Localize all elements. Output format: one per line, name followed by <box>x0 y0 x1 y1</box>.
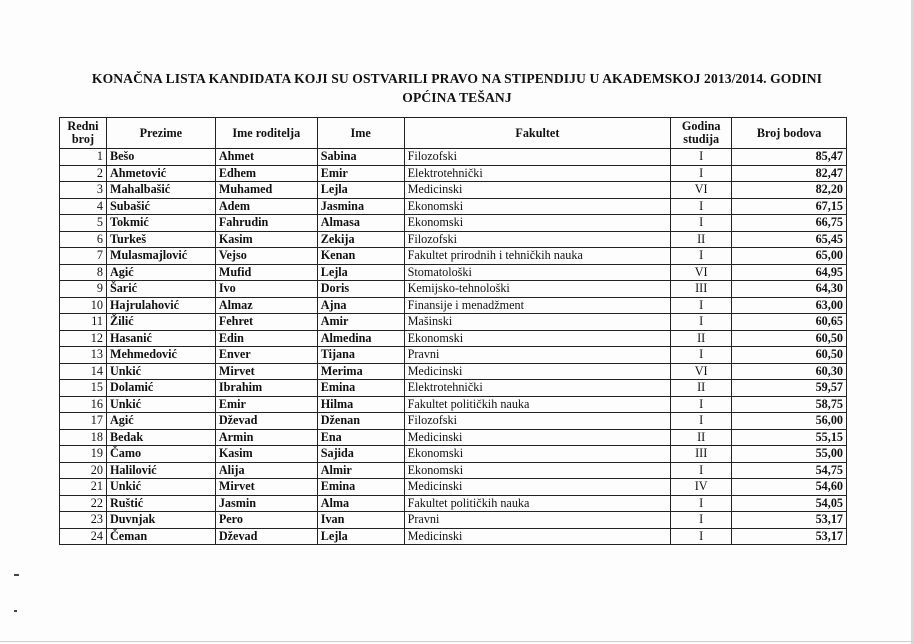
cell-ime: Ajna <box>317 297 404 314</box>
cell-fakultet: Elektrotehnički <box>404 165 671 182</box>
table-row <box>60 248 847 265</box>
cell-ime: Hilma <box>317 396 404 413</box>
table-row <box>60 495 847 512</box>
cell-godina-studija: I <box>671 165 732 182</box>
table-row <box>60 264 847 281</box>
cell-prezime: Bešo <box>106 149 215 166</box>
cell-broj-bodova: 58,75 <box>732 396 847 413</box>
table-header <box>60 118 847 149</box>
cell-fakultet: Elektrotehnički <box>404 380 671 397</box>
cell-prezime: Čamo <box>106 446 215 463</box>
cell-redni-broj: 2 <box>60 165 107 182</box>
table-row <box>60 215 847 232</box>
cell-prezime: Halilović <box>106 462 215 479</box>
cell-broj-bodova: 85,47 <box>732 149 847 166</box>
scan-mark <box>14 574 19 576</box>
table-row <box>60 429 847 446</box>
cell-godina-studija: I <box>671 248 732 265</box>
cell-prezime: Mahalbašić <box>106 182 215 199</box>
col-header-broj-bodova: Broj bodova <box>732 118 847 149</box>
cell-redni-broj: 20 <box>60 462 107 479</box>
cell-ime-roditelja: Almaz <box>215 297 317 314</box>
cell-ime: Zekija <box>317 231 404 248</box>
cell-ime-roditelja: Edin <box>215 330 317 347</box>
cell-fakultet: Fakultet političkih nauka <box>404 396 671 413</box>
cell-ime-roditelja: Pero <box>215 512 317 529</box>
cell-godina-studija: I <box>671 314 732 331</box>
cell-fakultet: Fakultet prirodnih i tehničkih nauka <box>404 248 671 265</box>
cell-redni-broj: 23 <box>60 512 107 529</box>
cell-fakultet: Stomatološki <box>404 264 671 281</box>
cell-ime: Lejla <box>317 264 404 281</box>
cell-fakultet: Fakultet političkih nauka <box>404 495 671 512</box>
cell-fakultet: Medicinski <box>404 429 671 446</box>
cell-ime: Emina <box>317 479 404 496</box>
cell-fakultet: Finansije i menadžment <box>404 297 671 314</box>
cell-broj-bodova: 53,17 <box>732 512 847 529</box>
cell-ime-roditelja: Ibrahim <box>215 380 317 397</box>
cell-ime-roditelja: Mirvet <box>215 363 317 380</box>
cell-redni-broj: 7 <box>60 248 107 265</box>
cell-ime: Jasmina <box>317 198 404 215</box>
col-header-fakultet: Fakultet <box>404 118 671 149</box>
cell-broj-bodova: 66,75 <box>732 215 847 232</box>
cell-broj-bodova: 54,75 <box>732 462 847 479</box>
cell-godina-studija: IV <box>671 479 732 496</box>
cell-redni-broj: 14 <box>60 363 107 380</box>
cell-ime: Tijana <box>317 347 404 364</box>
cell-broj-bodova: 63,00 <box>732 297 847 314</box>
cell-broj-bodova: 53,17 <box>732 528 847 545</box>
cell-prezime: Ahmetović <box>106 165 215 182</box>
header-redni-line2: broj <box>71 132 95 146</box>
table-row <box>60 165 847 182</box>
cell-redni-broj: 5 <box>60 215 107 232</box>
cell-ime: Merima <box>317 363 404 380</box>
cell-prezime: Dolamić <box>106 380 215 397</box>
cell-prezime: Žilić <box>106 314 215 331</box>
cell-prezime: Turkeš <box>106 231 215 248</box>
cell-fakultet: Medicinski <box>404 528 671 545</box>
cell-ime-roditelja: Alija <box>215 462 317 479</box>
col-header-ime: Ime <box>317 118 404 149</box>
cell-broj-bodova: 82,20 <box>732 182 847 199</box>
cell-redni-broj: 10 <box>60 297 107 314</box>
cell-fakultet: Ekonomski <box>404 198 671 215</box>
cell-godina-studija: I <box>671 462 732 479</box>
cell-redni-broj: 16 <box>60 396 107 413</box>
table-row <box>60 231 847 248</box>
cell-fakultet: Kemijsko-tehnološki <box>404 281 671 298</box>
cell-redni-broj: 19 <box>60 446 107 463</box>
header-redni-line1: Redni <box>67 119 99 133</box>
cell-ime-roditelja: Fehret <box>215 314 317 331</box>
table-row <box>60 363 847 380</box>
table-row <box>60 528 847 545</box>
header-godina-line1: Godina <box>681 119 721 133</box>
cell-ime: Almedina <box>317 330 404 347</box>
cell-prezime: Unkić <box>106 363 215 380</box>
cell-redni-broj: 24 <box>60 528 107 545</box>
cell-ime: Doris <box>317 281 404 298</box>
cell-godina-studija: I <box>671 215 732 232</box>
cell-ime: Emir <box>317 165 404 182</box>
cell-broj-bodova: 65,00 <box>732 248 847 265</box>
cell-godina-studija: II <box>671 330 732 347</box>
cell-broj-bodova: 59,57 <box>732 380 847 397</box>
cell-fakultet: Ekonomski <box>404 215 671 232</box>
document-title: KONAČNA LISTA KANDIDATA KOJI SU OSTVARILI PRAVO NA STIPENDIJU U AKADEMSKOJ 2013/2014. GODINI <box>91 71 823 86</box>
table-body <box>60 149 847 545</box>
table-row <box>60 281 847 298</box>
cell-ime: Kenan <box>317 248 404 265</box>
cell-ime-roditelja: Enver <box>215 347 317 364</box>
col-header-ime-roditelja: Ime roditelja <box>215 118 317 149</box>
cell-prezime: Ruštić <box>106 495 215 512</box>
cell-broj-bodova: 64,30 <box>732 281 847 298</box>
cell-redni-broj: 12 <box>60 330 107 347</box>
cell-ime-roditelja: Edhem <box>215 165 317 182</box>
cell-prezime: Mulasmajlović <box>106 248 215 265</box>
cell-ime-roditelja: Muhamed <box>215 182 317 199</box>
cell-fakultet: Medicinski <box>404 182 671 199</box>
cell-ime-roditelja: Vejso <box>215 248 317 265</box>
cell-broj-bodova: 54,60 <box>732 479 847 496</box>
cell-ime: Sabina <box>317 149 404 166</box>
cell-prezime: Bedak <box>106 429 215 446</box>
col-header-prezime: Prezime <box>106 118 215 149</box>
cell-broj-bodova: 55,00 <box>732 446 847 463</box>
table-row <box>60 149 847 166</box>
cell-godina-studija: I <box>671 528 732 545</box>
cell-prezime: Agić <box>106 413 215 430</box>
cell-broj-bodova: 67,15 <box>732 198 847 215</box>
cell-godina-studija: VI <box>671 182 732 199</box>
cell-ime-roditelja: Kasim <box>215 446 317 463</box>
cell-fakultet: Filozofski <box>404 413 671 430</box>
cell-godina-studija: II <box>671 231 732 248</box>
cell-prezime: Duvnjak <box>106 512 215 529</box>
table-row <box>60 512 847 529</box>
cell-fakultet: Ekonomski <box>404 446 671 463</box>
cell-godina-studija: I <box>671 413 732 430</box>
cell-redni-broj: 4 <box>60 198 107 215</box>
cell-prezime: Šarić <box>106 281 215 298</box>
cell-ime-roditelja: Mirvet <box>215 479 317 496</box>
cell-godina-studija: I <box>671 396 732 413</box>
table-row <box>60 314 847 331</box>
cell-prezime: Unkić <box>106 479 215 496</box>
table-row <box>60 182 847 199</box>
cell-ime-roditelja: Emir <box>215 396 317 413</box>
cell-redni-broj: 6 <box>60 231 107 248</box>
cell-godina-studija: II <box>671 380 732 397</box>
cell-fakultet: Pravni <box>404 347 671 364</box>
table-row <box>60 479 847 496</box>
cell-fakultet: Filozofski <box>404 231 671 248</box>
cell-godina-studija: I <box>671 347 732 364</box>
cell-broj-bodova: 82,47 <box>732 165 847 182</box>
cell-ime-roditelja: Dževad <box>215 413 317 430</box>
cell-broj-bodova: 60,50 <box>732 347 847 364</box>
cell-godina-studija: VI <box>671 264 732 281</box>
cell-ime: Alma <box>317 495 404 512</box>
cell-prezime: Agić <box>106 264 215 281</box>
table-row <box>60 198 847 215</box>
cell-prezime: Unkić <box>106 396 215 413</box>
cell-godina-studija: III <box>671 281 732 298</box>
table-row <box>60 446 847 463</box>
table-row <box>60 413 847 430</box>
table-row <box>60 347 847 364</box>
cell-ime-roditelja: Kasim <box>215 231 317 248</box>
cell-ime: Dženan <box>317 413 404 430</box>
cell-ime-roditelja: Dževad <box>215 528 317 545</box>
cell-redni-broj: 11 <box>60 314 107 331</box>
cell-godina-studija: I <box>671 495 732 512</box>
cell-ime: Emina <box>317 380 404 397</box>
col-header-redni-broj <box>60 118 107 149</box>
cell-godina-studija: III <box>671 446 732 463</box>
cell-broj-bodova: 65,45 <box>732 231 847 248</box>
cell-prezime: Mehmedović <box>106 347 215 364</box>
col-header-godina-studija <box>671 118 732 149</box>
cell-redni-broj: 21 <box>60 479 107 496</box>
scan-edge-bottom <box>0 641 914 642</box>
cell-ime-roditelja: Mufid <box>215 264 317 281</box>
cell-ime: Lejla <box>317 182 404 199</box>
cell-godina-studija: I <box>671 512 732 529</box>
cell-prezime: Čeman <box>106 528 215 545</box>
cell-prezime: Subašić <box>106 198 215 215</box>
cell-prezime: Tokmić <box>106 215 215 232</box>
cell-ime: Amir <box>317 314 404 331</box>
cell-fakultet: Ekonomski <box>404 330 671 347</box>
cell-broj-bodova: 56,00 <box>732 413 847 430</box>
cell-ime: Ivan <box>317 512 404 529</box>
cell-godina-studija: I <box>671 198 732 215</box>
cell-ime-roditelja: Ivo <box>215 281 317 298</box>
cell-broj-bodova: 64,95 <box>732 264 847 281</box>
table-row <box>60 396 847 413</box>
cell-prezime: Hasanić <box>106 330 215 347</box>
cell-broj-bodova: 60,65 <box>732 314 847 331</box>
table-row <box>60 297 847 314</box>
cell-godina-studija: I <box>671 149 732 166</box>
cell-godina-studija: I <box>671 297 732 314</box>
cell-broj-bodova: 60,30 <box>732 363 847 380</box>
cell-redni-broj: 3 <box>60 182 107 199</box>
cell-ime: Sajida <box>317 446 404 463</box>
cell-ime-roditelja: Adem <box>215 198 317 215</box>
scan-mark <box>14 610 17 612</box>
cell-fakultet: Medicinski <box>404 363 671 380</box>
cell-ime-roditelja: Jasmin <box>215 495 317 512</box>
document-subtitle: OPĆINA TEŠANJ <box>402 90 512 105</box>
table-row <box>60 380 847 397</box>
cell-redni-broj: 9 <box>60 281 107 298</box>
cell-broj-bodova: 54,05 <box>732 495 847 512</box>
cell-ime: Ena <box>317 429 404 446</box>
cell-ime: Almasa <box>317 215 404 232</box>
cell-ime-roditelja: Fahrudin <box>215 215 317 232</box>
cell-prezime: Hajrulahović <box>106 297 215 314</box>
table-row <box>60 330 847 347</box>
cell-fakultet: Ekonomski <box>404 462 671 479</box>
cell-ime: Lejla <box>317 528 404 545</box>
cell-godina-studija: II <box>671 429 732 446</box>
cell-redni-broj: 13 <box>60 347 107 364</box>
cell-redni-broj: 15 <box>60 380 107 397</box>
cell-fakultet: Pravni <box>404 512 671 529</box>
cell-redni-broj: 22 <box>60 495 107 512</box>
cell-ime-roditelja: Ahmet <box>215 149 317 166</box>
cell-redni-broj: 1 <box>60 149 107 166</box>
cell-ime-roditelja: Armin <box>215 429 317 446</box>
table-row <box>60 462 847 479</box>
header-godina-line2: studija <box>683 132 720 146</box>
cell-fakultet: Medicinski <box>404 479 671 496</box>
cell-redni-broj: 17 <box>60 413 107 430</box>
cell-ime: Almir <box>317 462 404 479</box>
cell-broj-bodova: 60,50 <box>732 330 847 347</box>
scholarship-table <box>59 117 847 545</box>
cell-fakultet: Mašinski <box>404 314 671 331</box>
cell-broj-bodova: 55,15 <box>732 429 847 446</box>
cell-redni-broj: 18 <box>60 429 107 446</box>
cell-godina-studija: VI <box>671 363 732 380</box>
cell-redni-broj: 8 <box>60 264 107 281</box>
cell-fakultet: Filozofski <box>404 149 671 166</box>
